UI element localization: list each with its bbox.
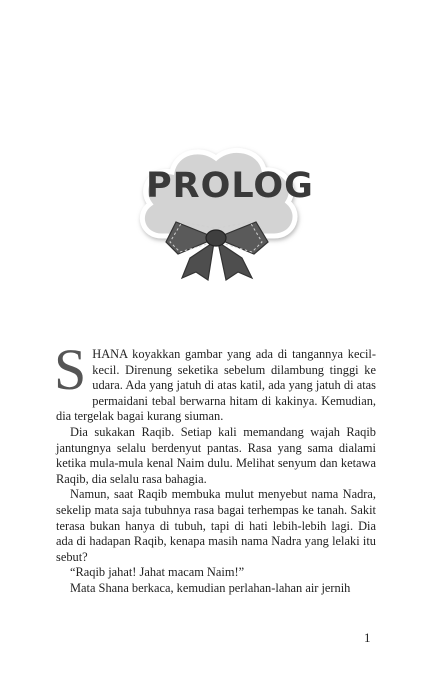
- drop-cap: S: [54, 337, 87, 402]
- bow-icon: [166, 222, 268, 280]
- page-number: 1: [364, 630, 371, 645]
- paragraph: “Raqib jahat! Jahat macam Naim!”: [70, 565, 245, 580]
- chapter-title: PROLOG: [146, 166, 314, 206]
- paragraph: Dia sukakan Raqib. Setiap kali memandang wajah Raqib jantungnya selalu berdenyut pantas. Rasa yang sama dialami ketika mula-mula kenal Naim dulu. Melihat senyum dan ketawa Raqib, dia selalu rasa bahagia.: [56, 424, 376, 486]
- paragraph: Mata Shana berkaca, kemudian perlahan-lahan air jernih: [70, 580, 351, 595]
- paragraph-text: HANA koyakkan gambar yang ada di tangannya kecil-kecil. Direnung seketika sebelum dilambung tinggi ke udara. Ada yang jatuh di atas katil, ada yang jatuh di atas permaidani tebal berwarna hitam di kakinya. Kemudian, dia tergelak bagai kurang siuman.: [56, 347, 376, 424]
- paragraph: Namun, saat Raqib membuka mulut menyebut nama Nadra, sekelip mata saja tubuhnya rasa bagai terhempas ke tanah. Sakit terasa bukan hanya di tubuh, tapi di hati lebih-lebih lagi. Dia ada di hadapan Raqib, kenapa masih nama Nadra yang lelaki itu sebut?: [56, 487, 376, 564]
- cloud-bow-emblem: [128, 138, 314, 298]
- body-text: [54, 337, 376, 597]
- paragraph: [54, 337, 376, 425]
